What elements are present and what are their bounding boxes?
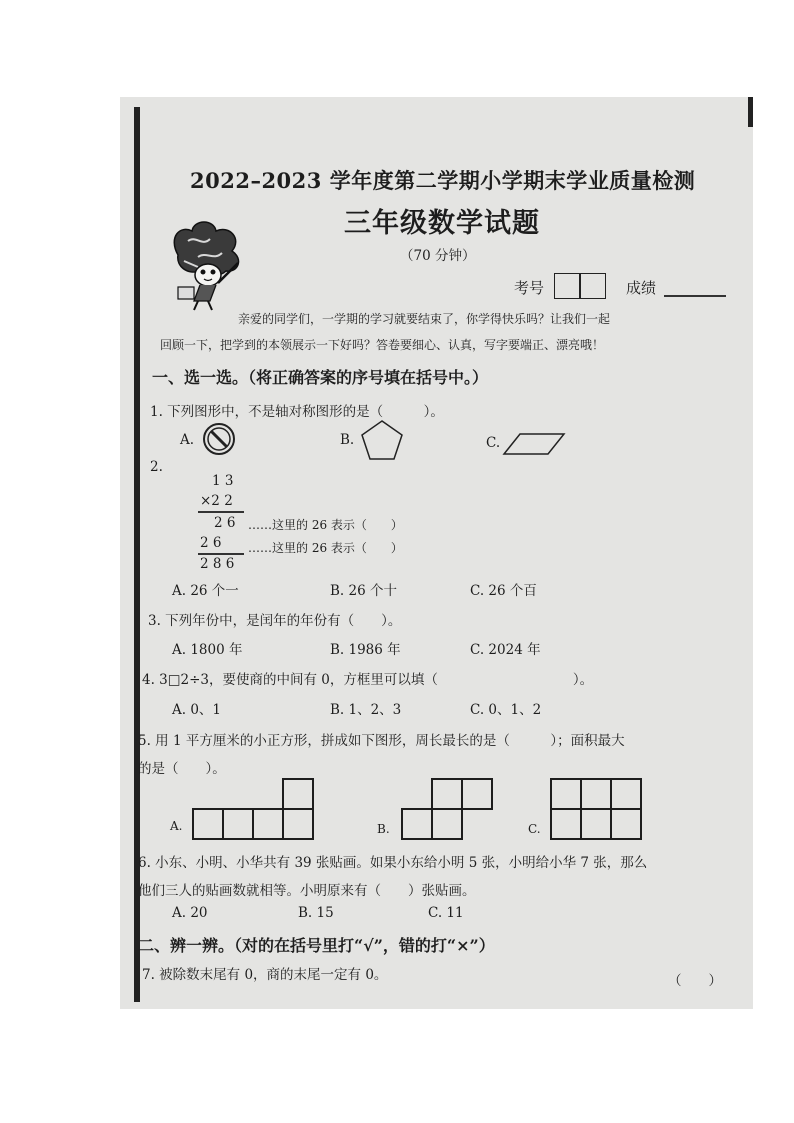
- q5-option-c-label: C.: [528, 822, 541, 836]
- intro-line-1: 亲爱的同学们，一学期的学习就要结束了，你学得快乐吗？让我们一起: [238, 312, 611, 326]
- question-7-stem: 7. 被除数末尾有 0，商的末尾一定有 0。: [142, 967, 388, 983]
- q5-option-a-label: A.: [170, 819, 183, 833]
- section-1-title: 一、选一选。（将正确答案的序号填在括号中。）: [152, 368, 489, 387]
- q3-option-c: C. 2024 年: [470, 642, 541, 658]
- q4-option-b: B. 1、2、3: [330, 702, 402, 718]
- q3-option-a: A. 1800 年: [172, 642, 243, 658]
- q2-partial-2: 2 6: [200, 535, 222, 551]
- exam-paper: [120, 97, 753, 1009]
- q1-option-c-label: C.: [486, 435, 501, 451]
- pentagon-icon: [360, 419, 404, 461]
- q2-option-b: B. 26 个十: [330, 583, 397, 599]
- q2-partial-1: 2 6: [214, 515, 236, 531]
- q2-option-c: C. 26 个百: [470, 583, 537, 599]
- q2-option-a: A. 26 个一: [172, 583, 239, 599]
- exam-number-label: 考号: [514, 279, 545, 297]
- question-4-stem: 4. 3□2÷3，要使商的中间有 0，方框里可以填（ ）。: [142, 672, 594, 688]
- no-entry-circle-icon: [202, 422, 236, 456]
- q5-figure-a: [192, 777, 316, 841]
- q2-product: 2 8 6: [200, 556, 235, 572]
- section-2-title: 二、辨一辨。（对的在括号里打“√”，错的打“×”）: [138, 936, 495, 955]
- q2-note-1: ……这里的 26 表示（ ）: [248, 518, 403, 532]
- q1-option-a-label: A.: [180, 432, 195, 448]
- question-7-answer-paren[interactable]: （ ）: [668, 973, 722, 989]
- exam-title: 2022–2023 学年度第二学期小学期末学业质量检测: [190, 168, 696, 193]
- q6-option-c: C. 11: [428, 905, 464, 921]
- cartoon-mascot-icon: [158, 217, 253, 312]
- q2-multiplier: ×2 2: [200, 493, 233, 509]
- q6-option-a: A. 20: [172, 905, 208, 921]
- q2-multiplicand: 1 3: [212, 473, 234, 489]
- exam-duration: （70 分钟）: [400, 248, 476, 264]
- exam-number-boxes[interactable]: [554, 273, 606, 299]
- parallelogram-icon: [502, 432, 566, 456]
- q6-option-b: B. 15: [298, 905, 334, 921]
- q5-figure-b: [401, 777, 495, 841]
- question-5-line-2: 的是（ ）。: [138, 761, 226, 777]
- score-blank[interactable]: [664, 295, 726, 297]
- q5-figure-c: [550, 777, 644, 841]
- question-3-stem: 3. 下列年份中，是闰年的年份有（ ）。: [148, 613, 402, 629]
- score-label: 成绩: [626, 279, 657, 297]
- question-1-stem: 1. 下列图形中，不是轴对称图形的是（ ）。: [150, 404, 444, 420]
- q4-option-a: A. 0、1: [172, 702, 222, 718]
- q5-option-b-label: B.: [377, 822, 390, 836]
- q4-option-c: C. 0、1、2: [470, 702, 542, 718]
- exam-subtitle: 三年级数学试题: [344, 208, 540, 239]
- intro-line-2: 回顾一下，把学到的本领展示一下好吗？答卷要细心、认真，写字要端正、漂亮哦！: [160, 338, 605, 352]
- q3-option-b: B. 1986 年: [330, 642, 401, 658]
- q2-note-2: ……这里的 26 表示（ ）: [248, 541, 403, 555]
- question-6-line-1: 6. 小东、小明、小华共有 39 张贴画。如果小东给小明 5 张，小明给小华 7 张，那么: [138, 855, 648, 871]
- q2-rule-1: [198, 511, 244, 513]
- question-5-line-1: 5. 用 1 平方厘米的小正方形，拼成如下图形，周长最长的是（ ）；面积最大: [138, 733, 625, 749]
- page-corner: [748, 97, 753, 127]
- question-6-line-2: 他们三人的贴画数就相等。小明原来有（ ）张贴画。: [138, 883, 476, 899]
- question-2-number: 2.: [150, 459, 163, 475]
- q2-rule-2: [198, 553, 244, 555]
- q1-option-b-label: B.: [340, 432, 355, 448]
